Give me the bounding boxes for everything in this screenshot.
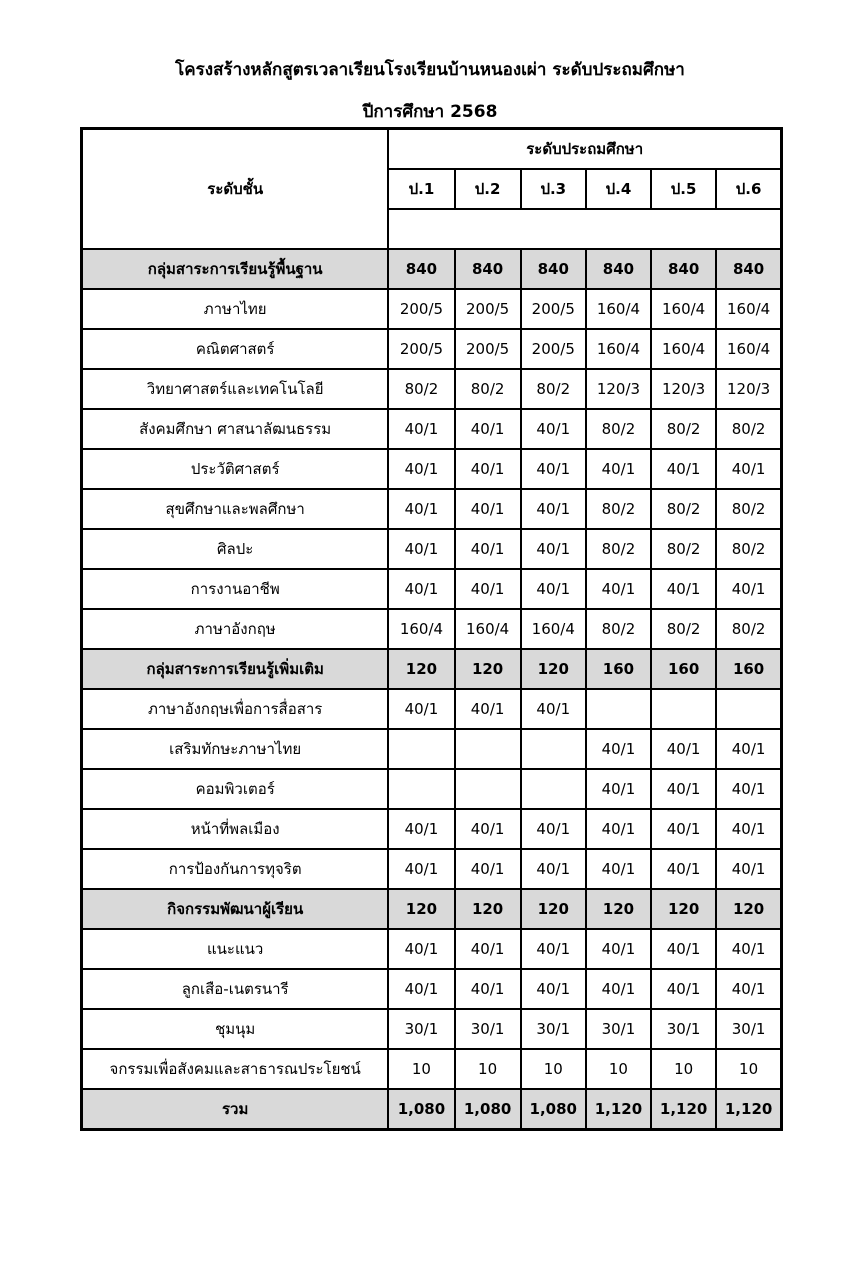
hours-cell: 80/2 (388, 369, 454, 409)
subject-name: ภาษาอังกฤษ (82, 609, 389, 649)
subject-name: ชุมนุม (82, 1009, 389, 1049)
hours-cell: 40/1 (651, 449, 716, 489)
hours-cell: 160/4 (586, 289, 651, 329)
hours-cell: 40/1 (521, 849, 586, 889)
hours-cell: 40/1 (716, 929, 781, 969)
hours-cell: 40/1 (586, 969, 651, 1009)
hours-cell: 1,080 (455, 1089, 521, 1130)
subject-name: เสริมทักษะภาษาไทย (82, 729, 389, 769)
hours-cell: 160/4 (521, 609, 586, 649)
hours-cell: 120/3 (651, 369, 716, 409)
hours-cell: 40/1 (521, 689, 586, 729)
subject-name: แนะแนว (82, 929, 389, 969)
hours-cell: 40/1 (521, 969, 586, 1009)
subject-name: จกรรมเพื่อสังคมและสาธารณประโยชน์ (82, 1049, 389, 1089)
hours-cell: 80/2 (651, 609, 716, 649)
subject-name: ศิลปะ (82, 529, 389, 569)
level-header: ระดับประถมศึกษา (388, 129, 781, 170)
hours-cell: 120 (455, 649, 521, 689)
subject-row (82, 489, 782, 529)
hours-cell (388, 729, 454, 769)
subject-row (82, 809, 782, 849)
subject-row (82, 729, 782, 769)
hours-cell: 200/5 (521, 329, 586, 369)
hours-cell: 1,080 (521, 1089, 586, 1130)
hours-cell: 10 (651, 1049, 716, 1089)
hours-cell: 160/4 (716, 329, 781, 369)
hours-cell: 10 (521, 1049, 586, 1089)
hours-cell: 40/1 (455, 929, 521, 969)
hours-cell: 40/1 (388, 849, 454, 889)
subject-name: คอมพิวเตอร์ (82, 769, 389, 809)
hours-cell: 30/1 (521, 1009, 586, 1049)
hours-cell: 40/1 (455, 569, 521, 609)
hours-cell: 160/4 (388, 609, 454, 649)
hours-cell: 80/2 (455, 369, 521, 409)
hours-cell: 40/1 (521, 929, 586, 969)
subject-row (82, 969, 782, 1009)
hours-cell: 80/2 (651, 529, 716, 569)
hours-cell: 40/1 (455, 969, 521, 1009)
hours-cell: 40/1 (388, 969, 454, 1009)
group-row (82, 889, 782, 929)
hours-cell: 840 (388, 249, 454, 289)
hours-cell: 40/1 (521, 529, 586, 569)
hours-cell: 40/1 (586, 729, 651, 769)
hours-cell: 40/1 (586, 449, 651, 489)
group-row (82, 249, 782, 289)
hours-cell: 120 (716, 889, 781, 929)
hours-cell: 30/1 (651, 1009, 716, 1049)
hours-cell: 40/1 (455, 489, 521, 529)
hours-cell: 40/1 (388, 489, 454, 529)
hours-cell: 40/1 (521, 409, 586, 449)
hours-cell: 120/3 (716, 369, 781, 409)
hours-cell: 160 (716, 649, 781, 689)
subject-row (82, 449, 782, 489)
hours-cell: 10 (716, 1049, 781, 1089)
hours-cell (521, 729, 586, 769)
hours-cell: 840 (651, 249, 716, 289)
hours-cell: 40/1 (455, 529, 521, 569)
grade-header: ป.2 (455, 169, 521, 209)
hours-cell: 160/4 (651, 289, 716, 329)
subject-name: ภาษาอังกฤษเพื่อการสื่อสาร (82, 689, 389, 729)
hours-cell: 80/2 (716, 409, 781, 449)
subject-row (82, 289, 782, 329)
hours-cell: 10 (586, 1049, 651, 1089)
hours-cell: 40/1 (716, 849, 781, 889)
hours-cell: 160/4 (455, 609, 521, 649)
subject-name: วิทยาศาสตร์และเทคโนโลยี (82, 369, 389, 409)
hours-cell: 160 (586, 649, 651, 689)
hours-cell: 40/1 (586, 929, 651, 969)
subject-name: การงานอาชีพ (82, 569, 389, 609)
hours-cell: 840 (455, 249, 521, 289)
subject-name: หน้าที่พลเมือง (82, 809, 389, 849)
hours-cell (388, 769, 454, 809)
subject-row (82, 929, 782, 969)
hours-cell: 40/1 (455, 809, 521, 849)
hours-cell: 120 (586, 889, 651, 929)
hours-cell: 160/4 (651, 329, 716, 369)
hours-cell: 1,120 (651, 1089, 716, 1130)
hours-cell: 30/1 (388, 1009, 454, 1049)
hours-cell: 40/1 (586, 849, 651, 889)
hours-cell (455, 769, 521, 809)
subject-name: ประวัติศาสตร์ (82, 449, 389, 489)
hours-cell: 40/1 (651, 729, 716, 769)
hours-cell: 10 (455, 1049, 521, 1089)
hours-cell: 40/1 (716, 769, 781, 809)
hours-cell: 40/1 (716, 729, 781, 769)
hours-cell: 40/1 (521, 809, 586, 849)
hours-cell: 40/1 (521, 489, 586, 529)
hours-cell: 80/2 (651, 489, 716, 529)
hours-cell: 40/1 (651, 769, 716, 809)
subject-row (82, 769, 782, 809)
grade-header: ป.6 (716, 169, 781, 209)
hours-cell: 80/2 (716, 609, 781, 649)
hours-cell: 40/1 (586, 809, 651, 849)
hours-cell: 30/1 (716, 1009, 781, 1049)
hours-cell: 200/5 (455, 289, 521, 329)
hours-cell: 40/1 (651, 809, 716, 849)
hours-cell: 10 (388, 1049, 454, 1089)
hours-cell: 120 (521, 649, 586, 689)
group-name: กิจกรรมพัฒนาผู้เรียน (82, 889, 389, 929)
hours-cell: 40/1 (651, 969, 716, 1009)
subject-name: การป้องกันการทุจริต (82, 849, 389, 889)
hours-cell: 200/5 (388, 329, 454, 369)
academic-year: ปีการศึกษา 2568 (362, 102, 498, 122)
hours-cell: 200/5 (388, 289, 454, 329)
hours-cell: 40/1 (455, 689, 521, 729)
hours-cell: 80/2 (586, 529, 651, 569)
hours-cell: 120 (388, 649, 454, 689)
hours-cell: 40/1 (586, 569, 651, 609)
group-row (82, 649, 782, 689)
hours-cell: 200/5 (455, 329, 521, 369)
hours-cell: 80/2 (716, 489, 781, 529)
subject-name: สุขศึกษาและพลศึกษา (82, 489, 389, 529)
hours-cell: 40/1 (455, 849, 521, 889)
subject-row (82, 849, 782, 889)
hours-cell: 1,120 (716, 1089, 781, 1130)
subject-name: ลูกเสือ-เนตรนารี (82, 969, 389, 1009)
hours-cell: 40/1 (586, 769, 651, 809)
subject-row (82, 529, 782, 569)
hours-cell: 80/2 (586, 609, 651, 649)
hours-cell: 120 (651, 889, 716, 929)
hours-cell: 160/4 (586, 329, 651, 369)
hours-cell: 40/1 (521, 449, 586, 489)
hours-cell: 30/1 (455, 1009, 521, 1049)
hours-cell: 200/5 (521, 289, 586, 329)
hours-cell (521, 769, 586, 809)
hours-cell: 40/1 (716, 809, 781, 849)
hours-cell: 40/1 (651, 569, 716, 609)
hours-cell: 80/2 (521, 369, 586, 409)
hours-cell: 40/1 (716, 449, 781, 489)
total-row (82, 1089, 782, 1130)
hours-cell: 40/1 (716, 569, 781, 609)
grade-header: ป.5 (651, 169, 716, 209)
hours-cell: 40/1 (388, 929, 454, 969)
hours-cell: 120 (455, 889, 521, 929)
hours-cell: 840 (521, 249, 586, 289)
hours-cell: 840 (716, 249, 781, 289)
subject-row (82, 1009, 782, 1049)
group-name: กลุ่มสาระการเรียนรู้เพิ่มเติม (82, 649, 389, 689)
hours-cell: 40/1 (388, 689, 454, 729)
hours-cell: 40/1 (388, 529, 454, 569)
hours-cell: 1,120 (586, 1089, 651, 1130)
subject-row (82, 569, 782, 609)
hours-cell: 80/2 (586, 489, 651, 529)
total-label: รวม (82, 1089, 389, 1130)
hours-cell (651, 689, 716, 729)
hours-cell: 40/1 (651, 929, 716, 969)
curriculum-table (80, 127, 783, 1131)
grade-header: ป.1 (388, 169, 454, 209)
hours-cell: 40/1 (455, 409, 521, 449)
hours-cell: 840 (586, 249, 651, 289)
group-name: กลุ่มสาระการเรียนรู้พื้นฐาน (82, 249, 389, 289)
hours-cell: 160 (651, 649, 716, 689)
subject-name: ภาษาไทย (82, 289, 389, 329)
hours-cell (586, 689, 651, 729)
subject-row (82, 409, 782, 449)
subject-name: สังคมศึกษา ศาสนาลัฒนธรรม (82, 409, 389, 449)
subject-row (82, 329, 782, 369)
row-header-label: ระดับชั้น (82, 129, 389, 250)
hours-cell: 80/2 (586, 409, 651, 449)
hours-cell: 120 (521, 889, 586, 929)
grade-header: ป.4 (586, 169, 651, 209)
hours-cell: 40/1 (388, 569, 454, 609)
subject-row (82, 689, 782, 729)
hours-cell: 120/3 (586, 369, 651, 409)
hours-cell: 160/4 (716, 289, 781, 329)
subject-row (82, 609, 782, 649)
grade-header: ป.3 (521, 169, 586, 209)
subject-row (82, 1049, 782, 1089)
hours-cell: 1,080 (388, 1089, 454, 1130)
hours-cell (455, 729, 521, 769)
hours-cell: 40/1 (716, 969, 781, 1009)
hours-cell: 40/1 (455, 449, 521, 489)
hours-cell: 80/2 (716, 529, 781, 569)
page-title: โครงสร้างหลักสูตรเวลาเรียนโรงเรียนบ้านหนองเผ่า ระดับประถมศึกษา (175, 60, 685, 80)
subject-row (82, 369, 782, 409)
hours-cell: 40/1 (388, 449, 454, 489)
hours-cell: 30/1 (586, 1009, 651, 1049)
hours-cell: 40/1 (388, 809, 454, 849)
hours-cell: 40/1 (521, 569, 586, 609)
subject-name: คณิตศาสตร์ (82, 329, 389, 369)
hours-cell: 80/2 (651, 409, 716, 449)
blank-header-cell (388, 209, 781, 249)
hours-cell: 40/1 (651, 849, 716, 889)
hours-cell: 40/1 (388, 409, 454, 449)
hours-cell (716, 689, 781, 729)
hours-cell: 120 (388, 889, 454, 929)
